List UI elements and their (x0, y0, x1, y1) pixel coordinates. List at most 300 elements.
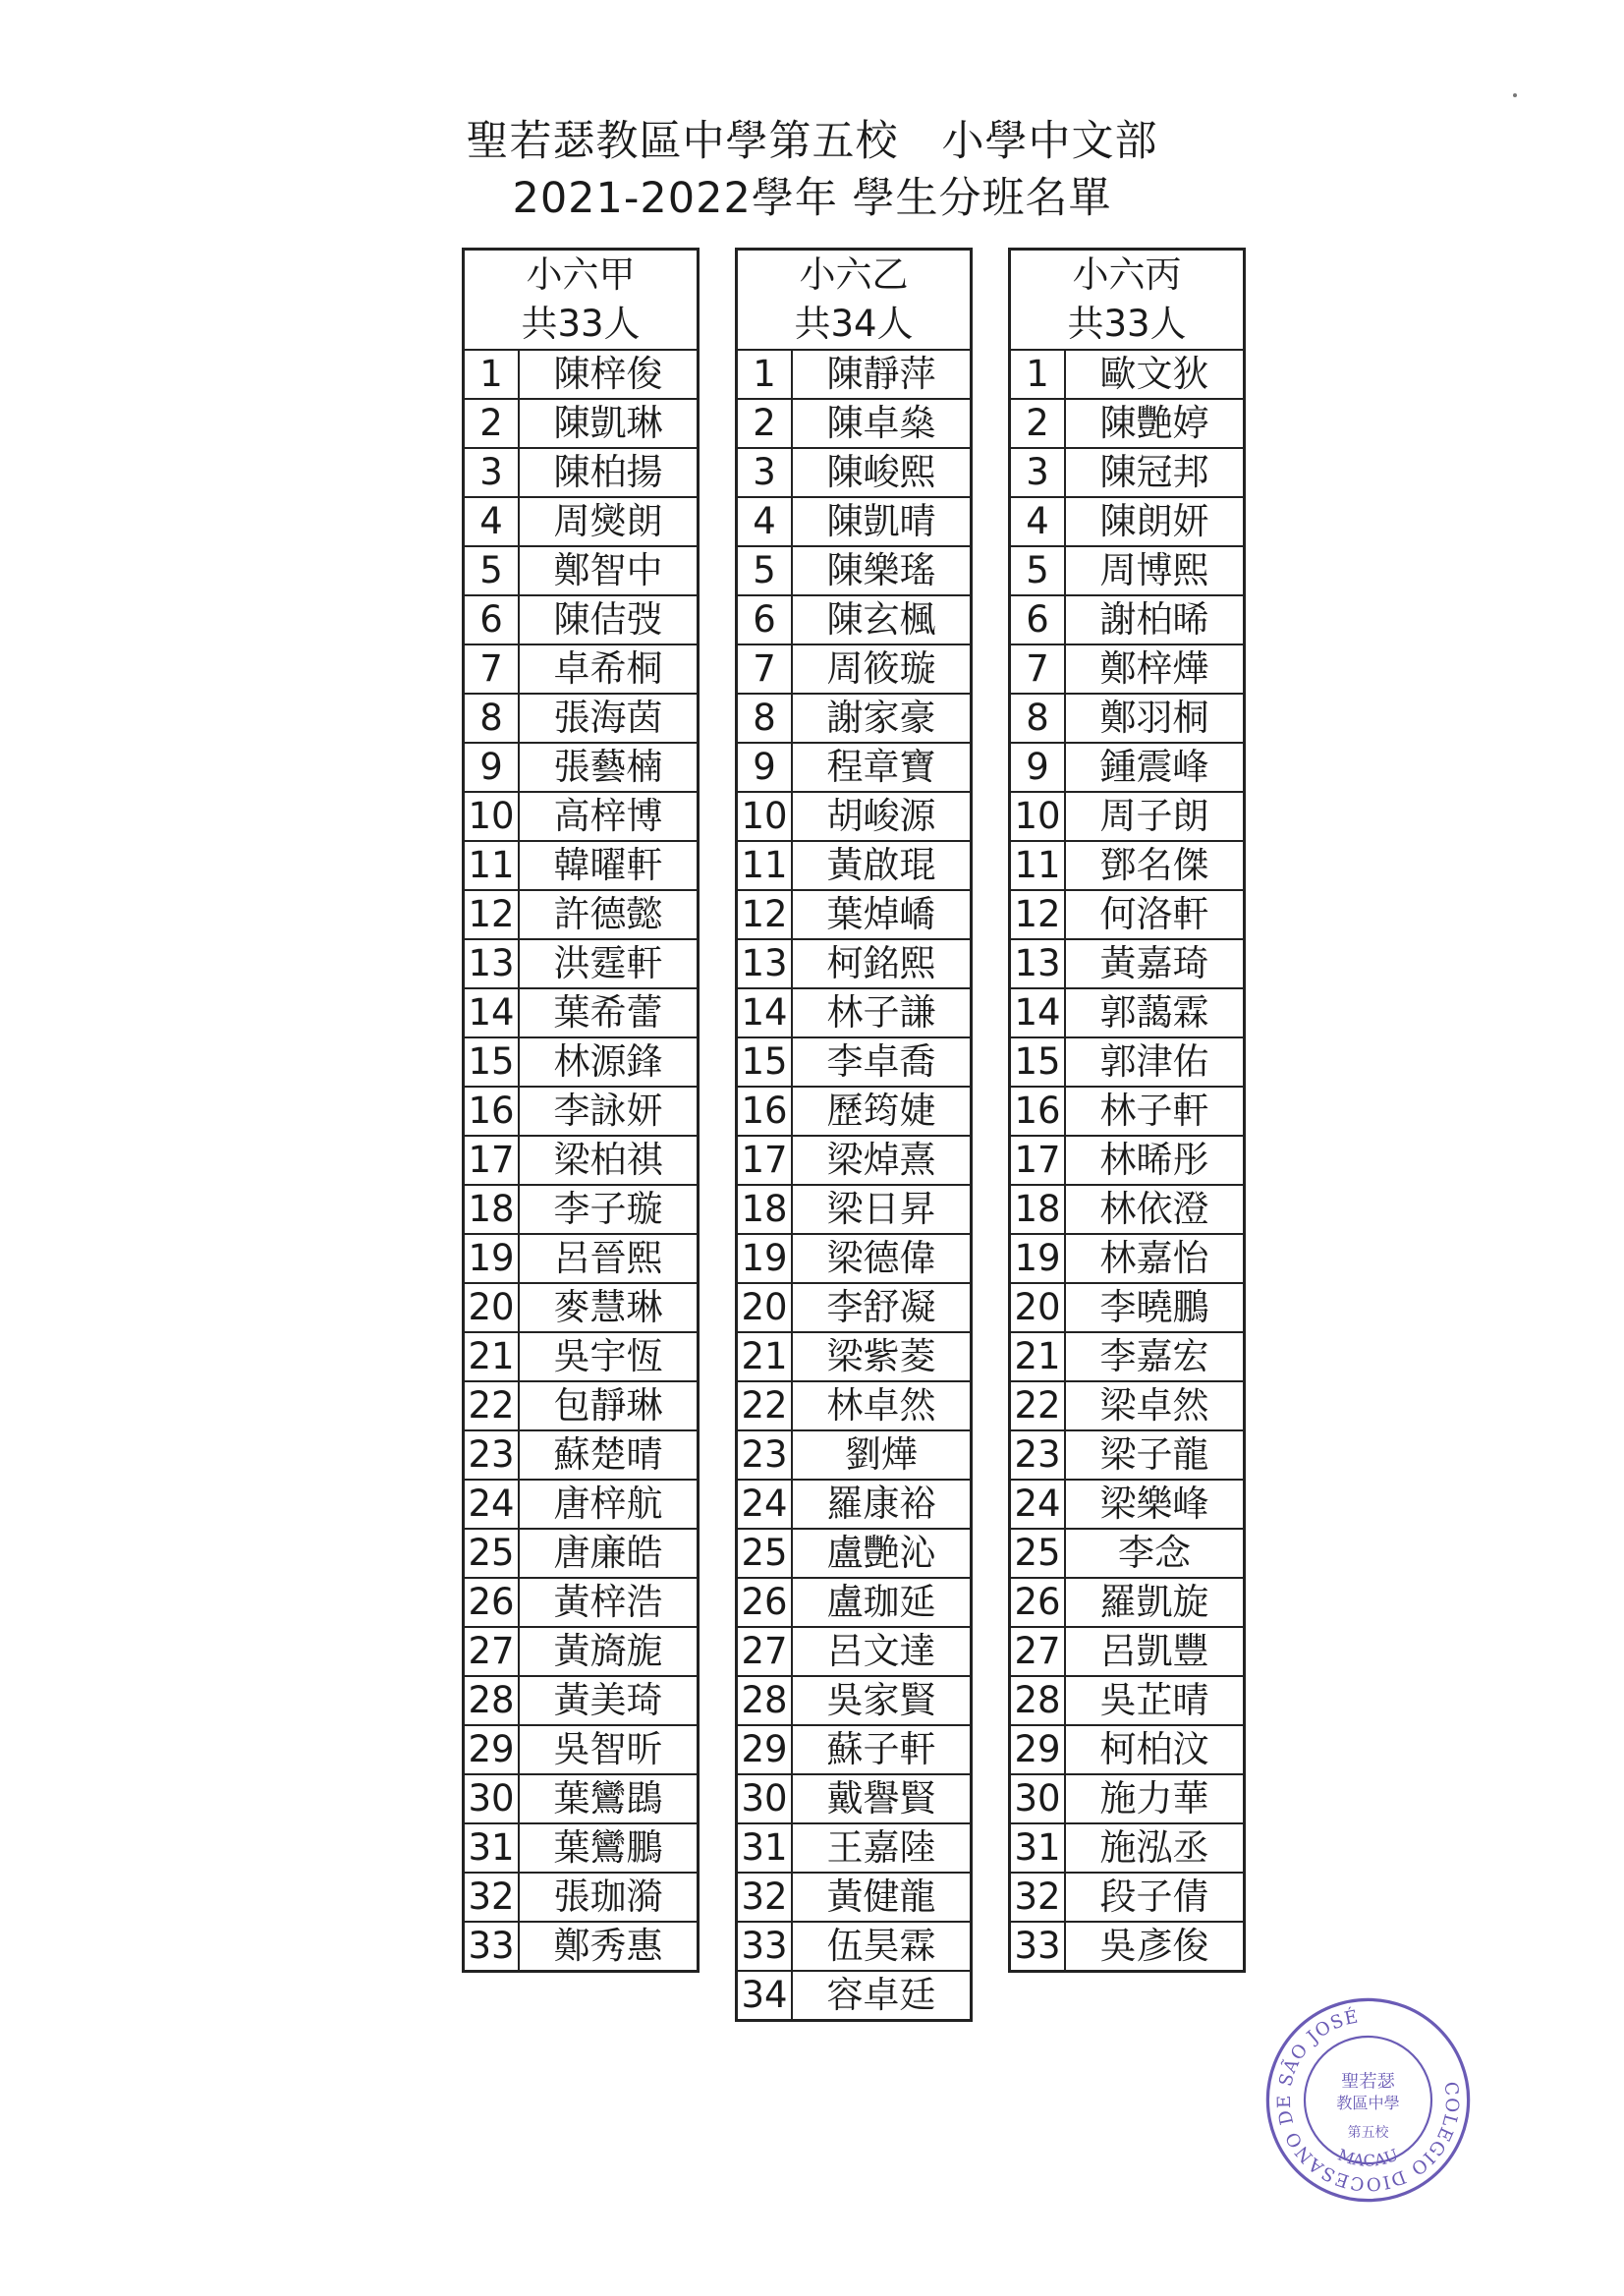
student-number: 26 (1010, 1578, 1066, 1627)
class-total: 共33人 (1067, 303, 1187, 345)
student-row (737, 1087, 972, 1136)
student-number: 21 (1010, 1332, 1066, 1381)
student-number: 1 (464, 350, 520, 399)
student-name: 王嘉陸 (792, 1823, 972, 1873)
student-name: 周博熙 (1065, 546, 1245, 595)
student-name: 鄧名傑 (1065, 841, 1245, 890)
student-number: 12 (737, 890, 793, 939)
student-number: 22 (1010, 1381, 1066, 1430)
student-name: 吳彥俊 (1065, 1922, 1245, 1972)
student-name: 林源鋒 (519, 1037, 699, 1087)
student-number: 30 (737, 1774, 793, 1823)
class-name: 小六乙 (799, 253, 909, 296)
student-row (464, 399, 699, 448)
student-row (464, 448, 699, 497)
student-row (1010, 841, 1245, 890)
student-name: 戴譽賢 (792, 1774, 972, 1823)
student-row (1010, 448, 1245, 497)
student-number: 8 (1010, 694, 1066, 743)
class-name: 小六丙 (1072, 253, 1182, 296)
student-number: 8 (737, 694, 793, 743)
student-name: 歐文狄 (1065, 350, 1245, 399)
student-number: 12 (1010, 890, 1066, 939)
student-row (1010, 1136, 1245, 1185)
student-row (464, 939, 699, 988)
student-name: 陳梓俊 (519, 350, 699, 399)
student-name: 李嘉宏 (1065, 1332, 1245, 1381)
student-number: 21 (737, 1332, 793, 1381)
student-row (464, 644, 699, 694)
student-number: 7 (737, 644, 793, 694)
student-row (464, 1480, 699, 1529)
student-number: 14 (1010, 988, 1066, 1037)
student-name: 黃健龍 (792, 1873, 972, 1922)
student-row (737, 497, 972, 546)
student-row (737, 1971, 972, 2021)
student-name: 鄭梓燁 (1065, 644, 1245, 694)
student-row (1010, 792, 1245, 841)
student-name: 吳宇恆 (519, 1332, 699, 1381)
student-name: 許德懿 (519, 890, 699, 939)
class-header (737, 250, 972, 351)
student-row (1010, 694, 1245, 743)
student-row (1010, 1529, 1245, 1578)
student-row (737, 595, 972, 644)
student-row (464, 1823, 699, 1873)
student-name: 郭藹霖 (1065, 988, 1245, 1037)
student-name: 陳佶弢 (519, 595, 699, 644)
student-row (464, 1037, 699, 1087)
student-number: 20 (1010, 1283, 1066, 1332)
student-name: 陳凱琳 (519, 399, 699, 448)
student-row (737, 1185, 972, 1234)
student-name: 施泓丞 (1065, 1823, 1245, 1873)
student-row (1010, 497, 1245, 546)
student-row (464, 1529, 699, 1578)
student-number: 2 (1010, 399, 1066, 448)
student-number: 1 (737, 350, 793, 399)
student-number: 30 (464, 1774, 520, 1823)
student-row (1010, 939, 1245, 988)
student-number: 4 (737, 497, 793, 546)
student-name: 黃啟琨 (792, 841, 972, 890)
student-number: 26 (737, 1578, 793, 1627)
student-row (737, 1676, 972, 1725)
student-name: 吳家賢 (792, 1676, 972, 1725)
student-number: 2 (464, 399, 520, 448)
student-number: 28 (1010, 1676, 1066, 1725)
student-number: 24 (464, 1480, 520, 1529)
student-number: 16 (1010, 1087, 1066, 1136)
student-name: 梁日昇 (792, 1185, 972, 1234)
student-number: 4 (464, 497, 520, 546)
student-number: 15 (737, 1037, 793, 1087)
student-name: 林子謙 (792, 988, 972, 1037)
student-number: 14 (464, 988, 520, 1037)
student-row (737, 1823, 972, 1873)
student-name: 韓曜軒 (519, 841, 699, 890)
student-row (737, 1774, 972, 1823)
student-name: 陳玄楓 (792, 595, 972, 644)
list-title: 2021-2022學年 學生分班名單 (512, 174, 1112, 223)
student-row (1010, 1873, 1245, 1922)
student-number: 29 (464, 1725, 520, 1774)
student-row (464, 743, 699, 792)
student-name: 呂文達 (792, 1627, 972, 1676)
student-name: 洪霆軒 (519, 939, 699, 988)
school-seal (1262, 1994, 1474, 2206)
student-number: 18 (1010, 1185, 1066, 1234)
student-name: 柯銘熙 (792, 939, 972, 988)
student-number: 13 (464, 939, 520, 988)
student-row (464, 1774, 699, 1823)
class-total: 共34人 (794, 303, 914, 345)
student-name: 葉希蕾 (519, 988, 699, 1037)
student-name: 黃旖旎 (519, 1627, 699, 1676)
student-name: 胡峻源 (792, 792, 972, 841)
student-number: 5 (737, 546, 793, 595)
student-number: 2 (737, 399, 793, 448)
student-row (737, 1578, 972, 1627)
class-name: 小六甲 (526, 253, 636, 296)
student-name: 吳智昕 (519, 1725, 699, 1774)
student-number: 20 (464, 1283, 520, 1332)
student-row (1010, 1922, 1245, 1972)
student-name: 呂凱豐 (1065, 1627, 1245, 1676)
student-name: 唐廉皓 (519, 1529, 699, 1578)
student-row (1010, 546, 1245, 595)
student-row (1010, 1381, 1245, 1430)
student-name: 梁焯熹 (792, 1136, 972, 1185)
student-row (1010, 350, 1245, 399)
student-name: 林卓然 (792, 1381, 972, 1430)
class-total: 共33人 (521, 303, 641, 345)
student-number: 10 (1010, 792, 1066, 841)
student-number: 28 (464, 1676, 520, 1725)
class-table-b (735, 248, 973, 2022)
student-row (737, 1480, 972, 1529)
student-number: 24 (1010, 1480, 1066, 1529)
student-name: 謝家豪 (792, 694, 972, 743)
student-name: 周子朗 (1065, 792, 1245, 841)
student-name: 羅凱旋 (1065, 1578, 1245, 1627)
student-row (1010, 1185, 1245, 1234)
class-header (1010, 250, 1245, 351)
student-row (464, 1725, 699, 1774)
student-name: 陳峻熙 (792, 448, 972, 497)
student-number: 6 (464, 595, 520, 644)
student-row (464, 792, 699, 841)
student-row (464, 1578, 699, 1627)
student-row (737, 743, 972, 792)
student-number: 3 (464, 448, 520, 497)
student-name: 呂晉熙 (519, 1234, 699, 1283)
student-number: 10 (737, 792, 793, 841)
student-name: 葉焯嶠 (792, 890, 972, 939)
student-name: 包靜琳 (519, 1381, 699, 1430)
student-name: 陳靜萍 (792, 350, 972, 399)
student-number: 7 (464, 644, 520, 694)
student-number: 32 (464, 1873, 520, 1922)
student-name: 黃梓浩 (519, 1578, 699, 1627)
student-row (464, 1332, 699, 1381)
student-name: 李詠妍 (519, 1087, 699, 1136)
student-number: 23 (737, 1430, 793, 1480)
student-row (737, 1332, 972, 1381)
student-number: 5 (1010, 546, 1066, 595)
student-row (737, 448, 972, 497)
student-row (737, 1234, 972, 1283)
student-number: 19 (1010, 1234, 1066, 1283)
student-number: 19 (464, 1234, 520, 1283)
student-row (737, 694, 972, 743)
student-number: 22 (737, 1381, 793, 1430)
student-name: 林嘉怡 (1065, 1234, 1245, 1283)
student-number: 31 (737, 1823, 793, 1873)
student-name: 陳卓燊 (792, 399, 972, 448)
student-number: 29 (737, 1725, 793, 1774)
student-name: 林子軒 (1065, 1087, 1245, 1136)
student-name: 梁柏祺 (519, 1136, 699, 1185)
student-number: 25 (464, 1529, 520, 1578)
student-number: 23 (1010, 1430, 1066, 1480)
student-row (737, 792, 972, 841)
student-name: 張藝楠 (519, 743, 699, 792)
student-number: 24 (737, 1480, 793, 1529)
student-row (737, 399, 972, 448)
student-row (1010, 1578, 1245, 1627)
student-row (737, 1725, 972, 1774)
student-row (464, 988, 699, 1037)
student-number: 6 (737, 595, 793, 644)
student-name: 盧艷沁 (792, 1529, 972, 1578)
student-name: 張海茵 (519, 694, 699, 743)
student-name: 張珈漪 (519, 1873, 699, 1922)
student-number: 31 (464, 1823, 520, 1873)
student-name: 吳芷晴 (1065, 1676, 1245, 1725)
student-name: 陳柏揚 (519, 448, 699, 497)
student-name: 容卓廷 (792, 1971, 972, 2021)
student-name: 陳樂瑤 (792, 546, 972, 595)
student-number: 11 (1010, 841, 1066, 890)
student-name: 歷筠婕 (792, 1087, 972, 1136)
student-name: 唐梓航 (519, 1480, 699, 1529)
student-row (737, 939, 972, 988)
student-row (737, 350, 972, 399)
student-number: 4 (1010, 497, 1066, 546)
class-table-a (462, 248, 700, 1973)
student-row (464, 1381, 699, 1430)
student-name: 謝柏晞 (1065, 595, 1245, 644)
student-number: 33 (1010, 1922, 1066, 1972)
seal-center-line3: 第五校 (1347, 2125, 1389, 2142)
student-name: 林晞彤 (1065, 1136, 1245, 1185)
student-row (464, 546, 699, 595)
student-row (737, 988, 972, 1037)
svg-text:MACAU (1335, 2146, 1400, 2170)
student-row (464, 1185, 699, 1234)
student-name: 周筱璇 (792, 644, 972, 694)
student-row (737, 644, 972, 694)
student-number: 32 (737, 1873, 793, 1922)
student-name: 李念 (1065, 1529, 1245, 1578)
student-row (737, 1873, 972, 1922)
student-row (1010, 1627, 1245, 1676)
scan-speck (1513, 93, 1517, 97)
student-number: 16 (737, 1087, 793, 1136)
student-number: 1 (1010, 350, 1066, 399)
student-row (1010, 1480, 1245, 1529)
student-row (464, 1234, 699, 1283)
student-number: 9 (464, 743, 520, 792)
student-row (1010, 1823, 1245, 1873)
student-number: 27 (737, 1627, 793, 1676)
student-name: 鄭羽桐 (1065, 694, 1245, 743)
student-name: 葉鸞鵾 (519, 1774, 699, 1823)
student-row (464, 497, 699, 546)
student-row (464, 1627, 699, 1676)
student-name: 羅康裕 (792, 1480, 972, 1529)
student-row (737, 1381, 972, 1430)
class-table-c (1008, 248, 1246, 1973)
student-row (737, 890, 972, 939)
student-number: 9 (1010, 743, 1066, 792)
student-number: 10 (464, 792, 520, 841)
student-row (1010, 1430, 1245, 1480)
student-number: 12 (464, 890, 520, 939)
student-number: 27 (464, 1627, 520, 1676)
student-row (737, 1283, 972, 1332)
class-header (464, 250, 699, 351)
student-number: 13 (1010, 939, 1066, 988)
student-name: 李子璇 (519, 1185, 699, 1234)
student-name: 程章寶 (792, 743, 972, 792)
student-number: 34 (737, 1971, 793, 2021)
student-name: 施力華 (1065, 1774, 1245, 1823)
student-number: 13 (737, 939, 793, 988)
student-name: 伍昊霖 (792, 1922, 972, 1971)
student-name: 周爕朗 (519, 497, 699, 546)
student-row (737, 1136, 972, 1185)
student-row (737, 1627, 972, 1676)
student-row (737, 841, 972, 890)
seal-center-line2: 教區中學 (1336, 2094, 1400, 2113)
student-row (1010, 1725, 1245, 1774)
seal-bottom-text: MACAU (1335, 2145, 1401, 2170)
student-name: 梁子龍 (1065, 1430, 1245, 1480)
student-number: 17 (464, 1136, 520, 1185)
student-name: 陳艷婷 (1065, 399, 1245, 448)
student-row (1010, 1774, 1245, 1823)
student-row (464, 1873, 699, 1922)
student-number: 8 (464, 694, 520, 743)
student-number: 33 (737, 1922, 793, 1971)
student-number: 15 (464, 1037, 520, 1087)
student-row (737, 1430, 972, 1480)
school-title: 聖若瑟教區中學第五校 小學中文部 (466, 117, 1158, 166)
student-row (464, 350, 699, 399)
student-row (464, 841, 699, 890)
student-row (737, 546, 972, 595)
student-number: 3 (1010, 448, 1066, 497)
student-name: 郭津佑 (1065, 1037, 1245, 1087)
student-row (1010, 595, 1245, 644)
student-name: 葉鸞鵬 (519, 1823, 699, 1873)
student-name: 梁紫菱 (792, 1332, 972, 1381)
student-name: 黃嘉琦 (1065, 939, 1245, 988)
student-row (464, 1136, 699, 1185)
student-number: 31 (1010, 1823, 1066, 1873)
student-row (1010, 1087, 1245, 1136)
student-number: 5 (464, 546, 520, 595)
student-number: 16 (464, 1087, 520, 1136)
student-number: 25 (737, 1529, 793, 1578)
student-row (737, 1529, 972, 1578)
student-number: 21 (464, 1332, 520, 1381)
student-name: 鍾震峰 (1065, 743, 1245, 792)
student-row (1010, 890, 1245, 939)
student-row (464, 890, 699, 939)
student-name: 盧珈延 (792, 1578, 972, 1627)
student-name: 劉燁 (792, 1430, 972, 1480)
student-name: 卓希桐 (519, 644, 699, 694)
student-name: 麥慧琳 (519, 1283, 699, 1332)
student-row (1010, 1332, 1245, 1381)
student-name: 高梓博 (519, 792, 699, 841)
student-number: 29 (1010, 1725, 1066, 1774)
student-number: 9 (737, 743, 793, 792)
student-name: 梁樂峰 (1065, 1480, 1245, 1529)
student-row (737, 1922, 972, 1971)
student-row (464, 1676, 699, 1725)
student-number: 6 (1010, 595, 1066, 644)
student-row (1010, 1676, 1245, 1725)
student-number: 11 (737, 841, 793, 890)
student-name: 林依澄 (1065, 1185, 1245, 1234)
student-number: 17 (737, 1136, 793, 1185)
student-row (737, 1037, 972, 1087)
student-name: 鄭智中 (519, 546, 699, 595)
student-row (464, 1283, 699, 1332)
student-row (464, 694, 699, 743)
seal-center-line1: 聖若瑟 (1341, 2071, 1395, 2093)
student-name: 梁卓然 (1065, 1381, 1245, 1430)
student-row (1010, 1037, 1245, 1087)
student-number: 14 (737, 988, 793, 1037)
student-number: 18 (737, 1185, 793, 1234)
student-name: 陳凱晴 (792, 497, 972, 546)
student-name: 鄭秀惠 (519, 1922, 699, 1972)
student-row (1010, 644, 1245, 694)
student-number: 15 (1010, 1037, 1066, 1087)
student-number: 28 (737, 1676, 793, 1725)
student-number: 7 (1010, 644, 1066, 694)
student-row (464, 1430, 699, 1480)
student-name: 蘇子軒 (792, 1725, 972, 1774)
student-name: 李曉鵬 (1065, 1283, 1245, 1332)
student-number: 30 (1010, 1774, 1066, 1823)
student-name: 段子倩 (1065, 1873, 1245, 1922)
student-number: 18 (464, 1185, 520, 1234)
student-row (1010, 1234, 1245, 1283)
student-number: 23 (464, 1430, 520, 1480)
student-number: 33 (464, 1922, 520, 1972)
student-name: 李卓喬 (792, 1037, 972, 1087)
student-number: 22 (464, 1381, 520, 1430)
student-number: 32 (1010, 1873, 1066, 1922)
student-number: 27 (1010, 1627, 1066, 1676)
student-name: 何洛軒 (1065, 890, 1245, 939)
